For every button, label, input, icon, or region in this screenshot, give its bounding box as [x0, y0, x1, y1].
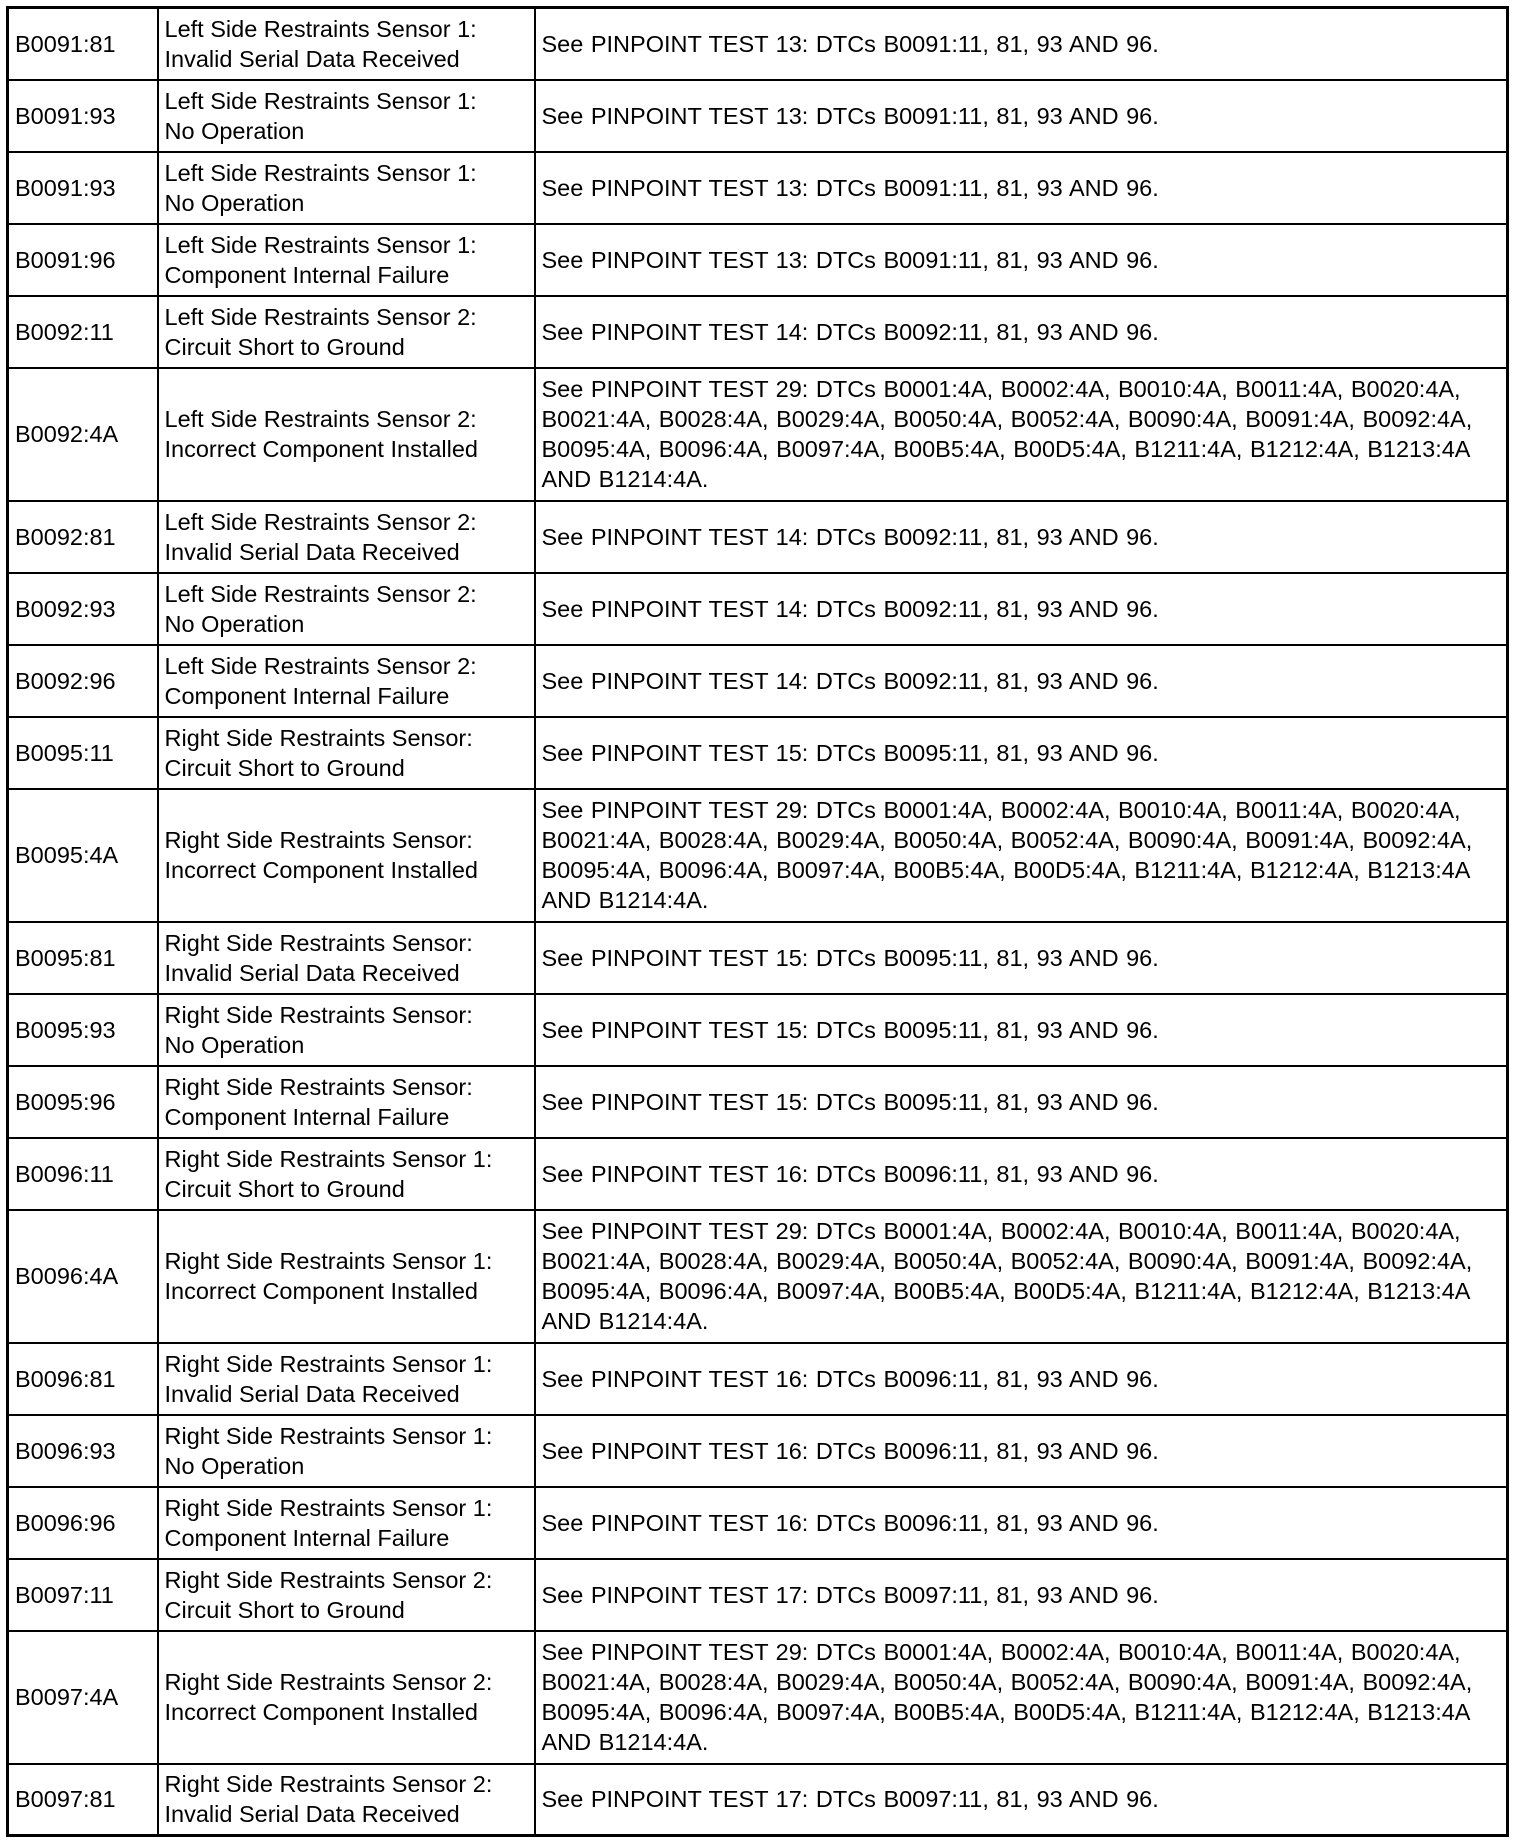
dtc-description: Left Side Restraints Sensor 1: Component Internal Failure [158, 224, 535, 296]
dtc-action: See PINPOINT TEST 14: DTCs B0092:11, 81, 93 AND 96. [535, 645, 1508, 717]
table-row [8, 8, 1508, 80]
dtc-action: See PINPOINT TEST 29: DTCs B0001:4A, B0002:4A, B0010:4A, B0011:4A, B0020:4A, B0021:4A, B0028:4A, B0029:4A, B0050:4A, B0052:4A, B0090:4A, B0091:4A, B0092:4A, B0095:4A, B0096:4A, B0097:4A, B00B5:4A, B00D5:4A, B1211:4A, B1212:4A, B1213:4A AND B1214:4A. [535, 789, 1508, 922]
dtc-description: Right Side Restraints Sensor 1: Circuit Short to Ground [158, 1138, 535, 1210]
dtc-action: See PINPOINT TEST 16: DTCs B0096:11, 81, 93 AND 96. [535, 1487, 1508, 1559]
dtc-code: B0097:11 [8, 1559, 158, 1631]
dtc-action: See PINPOINT TEST 15: DTCs B0095:11, 81, 93 AND 96. [535, 717, 1508, 789]
table-row [8, 368, 1508, 501]
dtc-code: B0097:4A [8, 1631, 158, 1764]
dtc-table-body [8, 8, 1508, 1836]
table-row [8, 922, 1508, 994]
dtc-code: B0091:81 [8, 8, 158, 80]
dtc-action: See PINPOINT TEST 16: DTCs B0096:11, 81, 93 AND 96. [535, 1343, 1508, 1415]
dtc-code: B0091:93 [8, 152, 158, 224]
dtc-action: See PINPOINT TEST 29: DTCs B0001:4A, B0002:4A, B0010:4A, B0011:4A, B0020:4A, B0021:4A, B0028:4A, B0029:4A, B0050:4A, B0052:4A, B0090:4A, B0091:4A, B0092:4A, B0095:4A, B0096:4A, B0097:4A, B00B5:4A, B00D5:4A, B1211:4A, B1212:4A, B1213:4A AND B1214:4A. [535, 368, 1508, 501]
dtc-description: Left Side Restraints Sensor 2: Invalid Serial Data Received [158, 501, 535, 573]
table-row [8, 645, 1508, 717]
dtc-description: Left Side Restraints Sensor 1: Invalid Serial Data Received [158, 8, 535, 80]
dtc-description: Left Side Restraints Sensor 2: No Operation [158, 573, 535, 645]
table-row [8, 573, 1508, 645]
dtc-description: Right Side Restraints Sensor: No Operation [158, 994, 535, 1066]
dtc-code: B0095:81 [8, 922, 158, 994]
dtc-description: Right Side Restraints Sensor 1: Invalid Serial Data Received [158, 1343, 535, 1415]
dtc-description: Right Side Restraints Sensor 2: Circuit Short to Ground [158, 1559, 535, 1631]
dtc-description: Right Side Restraints Sensor 1: Incorrect Component Installed [158, 1210, 535, 1343]
table-row [8, 1138, 1508, 1210]
dtc-action: See PINPOINT TEST 14: DTCs B0092:11, 81, 93 AND 96. [535, 296, 1508, 368]
dtc-action: See PINPOINT TEST 17: DTCs B0097:11, 81, 93 AND 96. [535, 1764, 1508, 1836]
dtc-code: B0096:96 [8, 1487, 158, 1559]
table-row [8, 1764, 1508, 1836]
dtc-code: B0092:81 [8, 501, 158, 573]
table-row [8, 789, 1508, 922]
table-row [8, 501, 1508, 573]
dtc-code: B0092:4A [8, 368, 158, 501]
dtc-code: B0096:4A [8, 1210, 158, 1343]
table-row [8, 224, 1508, 296]
table-row [8, 1343, 1508, 1415]
dtc-code: B0096:11 [8, 1138, 158, 1210]
dtc-action: See PINPOINT TEST 29: DTCs B0001:4A, B0002:4A, B0010:4A, B0011:4A, B0020:4A, B0021:4A, B0028:4A, B0029:4A, B0050:4A, B0052:4A, B0090:4A, B0091:4A, B0092:4A, B0095:4A, B0096:4A, B0097:4A, B00B5:4A, B00D5:4A, B1211:4A, B1212:4A, B1213:4A AND B1214:4A. [535, 1631, 1508, 1764]
dtc-description: Left Side Restraints Sensor 2: Incorrect Component Installed [158, 368, 535, 501]
dtc-code: B0092:93 [8, 573, 158, 645]
dtc-action: See PINPOINT TEST 16: DTCs B0096:11, 81, 93 AND 96. [535, 1415, 1508, 1487]
dtc-description: Right Side Restraints Sensor 1: No Operation [158, 1415, 535, 1487]
table-row [8, 717, 1508, 789]
dtc-code: B0096:93 [8, 1415, 158, 1487]
dtc-description: Left Side Restraints Sensor 1: No Operation [158, 152, 535, 224]
dtc-action: See PINPOINT TEST 13: DTCs B0091:11, 81, 93 AND 96. [535, 80, 1508, 152]
dtc-action: See PINPOINT TEST 15: DTCs B0095:11, 81, 93 AND 96. [535, 922, 1508, 994]
table-row [8, 152, 1508, 224]
dtc-code: B0095:4A [8, 789, 158, 922]
table-row [8, 80, 1508, 152]
dtc-description: Right Side Restraints Sensor: Circuit Short to Ground [158, 717, 535, 789]
dtc-action: See PINPOINT TEST 15: DTCs B0095:11, 81, 93 AND 96. [535, 994, 1508, 1066]
dtc-description: Right Side Restraints Sensor 2: Invalid Serial Data Received [158, 1764, 535, 1836]
dtc-action: See PINPOINT TEST 13: DTCs B0091:11, 81, 93 AND 96. [535, 152, 1508, 224]
dtc-description: Left Side Restraints Sensor 2: Circuit Short to Ground [158, 296, 535, 368]
dtc-code: B0096:81 [8, 1343, 158, 1415]
dtc-description: Left Side Restraints Sensor 2: Component Internal Failure [158, 645, 535, 717]
table-row [8, 1415, 1508, 1487]
dtc-code: B0095:11 [8, 717, 158, 789]
dtc-code: B0095:96 [8, 1066, 158, 1138]
dtc-action: See PINPOINT TEST 13: DTCs B0091:11, 81, 93 AND 96. [535, 224, 1508, 296]
table-row [8, 994, 1508, 1066]
dtc-action: See PINPOINT TEST 15: DTCs B0095:11, 81, 93 AND 96. [535, 1066, 1508, 1138]
dtc-action: See PINPOINT TEST 17: DTCs B0097:11, 81, 93 AND 96. [535, 1559, 1508, 1631]
table-row [8, 1559, 1508, 1631]
dtc-code: B0092:96 [8, 645, 158, 717]
table-row [8, 296, 1508, 368]
table-row [8, 1066, 1508, 1138]
table-row [8, 1210, 1508, 1343]
table-row [8, 1631, 1508, 1764]
dtc-code: B0091:93 [8, 80, 158, 152]
dtc-action: See PINPOINT TEST 13: DTCs B0091:11, 81, 93 AND 96. [535, 8, 1508, 80]
table-row [8, 1487, 1508, 1559]
dtc-code: B0095:93 [8, 994, 158, 1066]
dtc-action: See PINPOINT TEST 16: DTCs B0096:11, 81, 93 AND 96. [535, 1138, 1508, 1210]
dtc-code: B0092:11 [8, 296, 158, 368]
dtc-code: B0091:96 [8, 224, 158, 296]
dtc-description: Right Side Restraints Sensor 1: Component Internal Failure [158, 1487, 535, 1559]
dtc-description: Right Side Restraints Sensor: Incorrect Component Installed [158, 789, 535, 922]
dtc-action: See PINPOINT TEST 14: DTCs B0092:11, 81, 93 AND 96. [535, 501, 1508, 573]
dtc-code: B0097:81 [8, 1764, 158, 1836]
dtc-description: Right Side Restraints Sensor: Component Internal Failure [158, 1066, 535, 1138]
dtc-action: See PINPOINT TEST 29: DTCs B0001:4A, B0002:4A, B0010:4A, B0011:4A, B0020:4A, B0021:4A, B0028:4A, B0029:4A, B0050:4A, B0052:4A, B0090:4A, B0091:4A, B0092:4A, B0095:4A, B0096:4A, B0097:4A, B00B5:4A, B00D5:4A, B1211:4A, B1212:4A, B1213:4A AND B1214:4A. [535, 1210, 1508, 1343]
dtc-description: Right Side Restraints Sensor 2: Incorrect Component Installed [158, 1631, 535, 1764]
dtc-description: Left Side Restraints Sensor 1: No Operation [158, 80, 535, 152]
dtc-table [6, 6, 1509, 1837]
dtc-action: See PINPOINT TEST 14: DTCs B0092:11, 81, 93 AND 96. [535, 573, 1508, 645]
dtc-description: Right Side Restraints Sensor: Invalid Serial Data Received [158, 922, 535, 994]
